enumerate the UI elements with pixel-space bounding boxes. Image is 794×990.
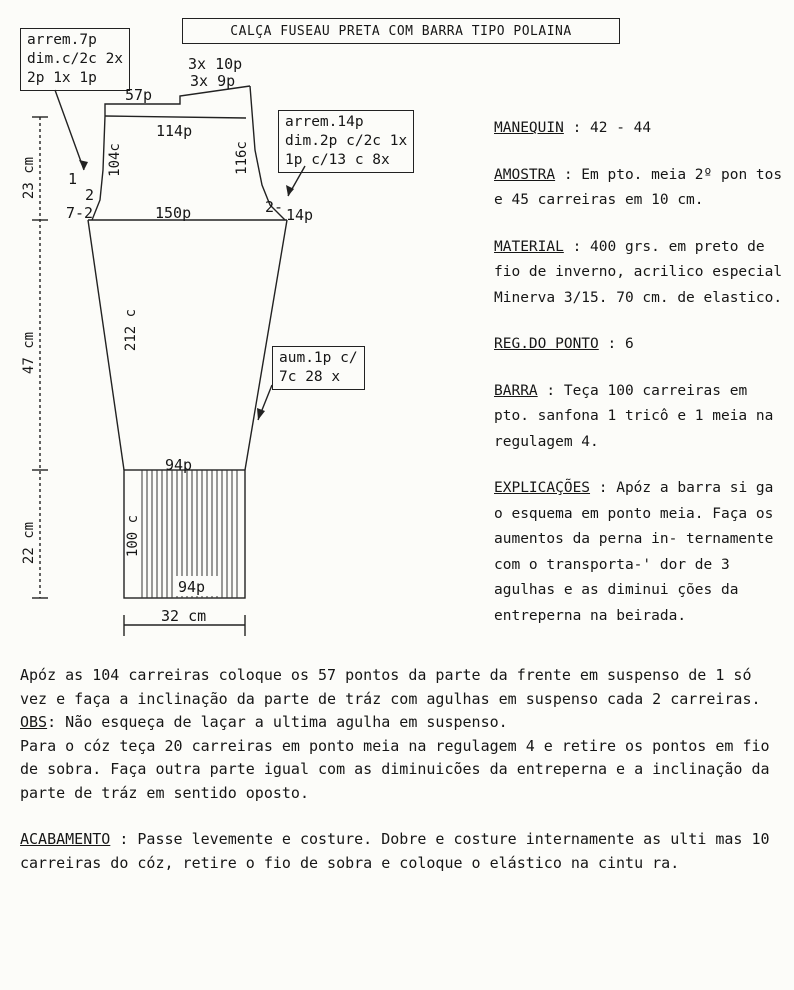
spec-amostra: AMOSTRA : Em pto. meia 2º pon tos e 45 carreiras em 10 cm. [494,166,783,208]
measure-22cm: 22 cm [21,521,38,565]
spec-reg-ponto: REG.DO PONTO : 6 [494,336,634,352]
label-14p: 14p [286,206,314,224]
measure-47cm: 47 cm [21,331,38,375]
measure-23cm: 23 cm [21,156,38,200]
spec-explicacoes: EXPLICAÇÕES : Apóz a barra si ga o esquema em ponto meia. Faça os aumentos da perna in- ternamente com o transporta-' dor de 3 agulhas e as diminui ções da entreperna na beirada. [494,480,774,624]
paragraph-obs: OBS: Não esqueça de laçar a ultima agulha em suspenso. [20,713,508,731]
label-104c: 104c [106,143,123,177]
spec-barra: BARRA : Teça 100 carreiras em pto. sanfona 1 tricô e 1 meia na regulagem 4. [494,382,774,450]
label-3x10p: 3x 10p [188,55,243,73]
note-increase: aum.1p c/ 7c 28 x [272,346,365,390]
label-94p-bottom: 94p [178,578,206,596]
page-title: CALÇA FUSEAU PRETA COM BARRA TIPO POLAINA [182,18,620,44]
note-decrease-right: arrem.14p dim.2p c/2c 1x 1p c/13 c 8x [278,110,414,173]
label-150p: 150p [155,204,192,222]
label-94p-top: 94p [165,456,193,474]
label-7-2: 7-2 [66,204,94,222]
spec-material: MATERIAL : 400 grs. em preto de fio de inverno, acrilico especial Minerva 3/15. 70 cm. de elastico. [494,238,783,306]
label-100c: 100 c [125,514,142,558]
label-212c: 212 c [123,308,140,352]
label-2-: 2- [265,198,284,216]
label-57p: 57p [125,86,153,104]
left-side-upper [92,116,105,220]
paragraph-coz: Para o cóz teça 20 carreiras em ponto meia na regulagem 4 e retire os pontos em fio de sobra. Faça outra parte igual com as diminuicões da entreperna e a inclinação da parte de tráz em sentido oposto. [20,736,770,802]
leg-right [245,220,287,470]
label-3x9p: 3x 9p [190,72,236,90]
label-2: 2 [85,186,95,204]
paragraph-suspenso: Apóz as 104 carreiras coloque os 57 pontos da parte da frente em suspenso de 1 só vez e faça a inclinação da parte de tráz com agulhas em suspenso cada 2 carreiras. [20,666,761,708]
paragraph-acabamento: ACABAMENTO : Passe levemente e costure. Dobre e costure internamente as ulti mas 10 carreiras do cóz, retire o fio de sobra e coloque o elástico na cintu ra. [20,830,770,872]
spec-manequin: MANEQUIN : 42 - 44 [494,120,652,136]
note-decrease-left: arrem.7p dim.c/2c 2x 2p 1x 1p [20,28,130,91]
label-116c: 116c [233,141,250,175]
specs-column [494,116,790,650]
arrow-top-left [55,90,84,170]
label-1: 1 [68,170,78,188]
leg-left [88,220,124,470]
label-32cm: 32 cm [161,607,207,625]
body-text [20,664,780,875]
label-114p: 114p [156,122,193,140]
